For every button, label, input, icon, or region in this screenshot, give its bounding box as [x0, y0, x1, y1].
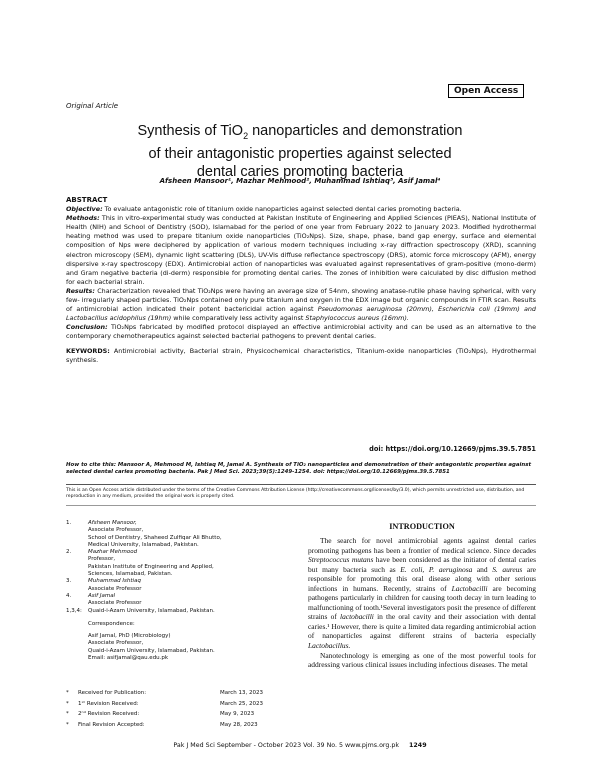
correspondence: Correspondence: Asif Jamal, PhD (Microbiology) Associate Professor, Quaid-i-Azam University, Islamabad, Pakistan. Email: asifjamal@qau.edu.pk	[88, 620, 215, 662]
author-list: Afsheen Mansoor¹, Mazhar Mehmood², Muhammad Ishtiaq³, Asif Jamal⁴	[159, 177, 441, 185]
affiliation-item: 1. Afsheen Mansoor, Associate Professor, School of Dentistry, Shaheed Zulfiqar Ali Bhutto, Medical University, Islamabad, Pakistan.	[66, 520, 222, 548]
citation: How to cite this: Mansoor A, Mehmood M, Ishtiaq M, Jamal A. Synthesis of TiO₂ nanoparticles and demonstration of their antagonistic properties against selected dental caries promoting bacteria. Pak J Med Sci. 2023;39(5):1249-1254. doi: https://doi.org/10.12669/pjms.39.5.7851	[66, 462, 532, 475]
affiliation-item: 3. Muhammad Ishtiaq Associate Professor	[66, 578, 142, 592]
date-row: * Received for Publication: March 13, 2023	[66, 690, 264, 696]
date-row: * 1ˢᵗ Revision Received: March 25, 2023	[66, 700, 264, 707]
article-title: Synthesis of TiO$_2$ nanoparticles and demonstration of their antagonistic properties against selected dental caries promoting bacteria	[137, 123, 463, 180]
page-footer: Pak J Med Sci September - October 2023 Vol. 39 No. 5 www.pjms.org.pk 1249	[173, 742, 427, 749]
abstract	[66, 196, 536, 365]
date-row: * 2ⁿᵈ Revision Received: May 9, 2023	[66, 711, 255, 717]
publication-dates	[66, 688, 290, 730]
introduction-heading: INTRODUCTION	[389, 522, 455, 531]
affiliations	[66, 520, 290, 662]
paragraph: Nanotechnology is emerging as one of the most powerful tools for addressing various clinical issues including infectious diseases. The metal	[308, 650, 536, 670]
abstract-objective: Objective: To evaluate antagonistic role of titanium oxide nanoparticles against selected dental caries promoting bacteria.	[66, 205, 462, 214]
abstract-results: Results: Characterization revealed that TiO₂Nps were having an average size of 54nm, showing anatase-rutile phase having spherical, with very few- irregularly shaped particles. TiO₂Nps contained only pure titanium and oxygen in the EDX image but organic compounds in FTIR scan. Results of antimicrobial action indicated their potent bactericidal action against Pseudomonas aeruginosa (20mm), Escherichia coli (19mm) and Lactobacillus acidophilus (19hm) while comparatively less activity against Staphylococcus aureus (16mm).	[66, 286, 536, 323]
page-number: 1249	[409, 742, 427, 749]
paragraph: The search for novel antimicrobial agents against dental caries promoting pathogens has been a frontier of medical science. Since decades Streptococcus mutans have been considered as the initiator of dental caries but many bacteria such as E. coli, P. aeruginosa and S. aureus are responsible for promoting this oral disease along with other serious infections in humans. Recently, strains of Lactobacilli are becoming pathogens particularly in children for causing tooth decay in turn leading to malfunctioning of tooth.¹Several investigators posit the presence of different strains of lactobacilli in the oral cavity and their association with dental caries.¹ However, there is quite a limited data regarding antimicrobial action of nanoparticles against different strains of bacteria especially Lactobacillus.	[308, 536, 536, 651]
introduction-body	[308, 536, 536, 670]
abstract-conclusion: Conclusion: TiO₂Nps fabricated by modified protocol displayed an effective antimicrobial activity and can be used as an alternative to the contemporary chemotherapeutics against selected bacterial pathogens to prevent dental caries.	[66, 323, 536, 341]
license-text: This is an Open Access article distributed under the terms of the Creative Commons Attribution License (http://creativecommons.org/licenses/by/3.0), which permits unrestricted use, distribution, and reproduction in any medium, provided the original work is properly cited.	[66, 488, 525, 500]
abstract-methods: Methods: This in vitro-experimental study was conducted at Pakistan Institute of Engineering and Applied Sciences (PIEAS), National Institute of Health (NIH) and School of Dentistry (SOD), Islamabad for the period of one year from February 2022 to January 2023. Modified hydrothermal heating method was used to prepare titanium oxide nanoparticles (TiO₂Nps). Size, shape, phase, band gap energy, surface and elemental composition of Nps were deciphered by application of various modern techniques including x-ray diffraction spectroscopy (XRD), scanning electron microscopy (SEM), dynamic light scattering (DLS), UV-Vis diffuse reflectance spectroscopy (DRS), atomic force microscopy (AFM), energy dispersive x-ray spectroscopy (EDX). Antimicrobial action of nanoparticles was evaluated against representatives of gram-positive (mono-derm) and Gram negative bacteria (di-derm) responsible for promoting dental caries. The zones of inhibition were calculated by disc diffusion method for each bacterial strain.	[66, 214, 536, 286]
affiliation-item: 2. Mazhar Mehmood Professor, Pakistan Institute of Engineering and Applied, Sciences, Islamabad, Pakistan.	[66, 549, 214, 578]
date-row: * Final Revision Accepted: May 28, 2023	[66, 721, 258, 728]
article-type: Original Article	[66, 102, 119, 110]
keywords: KEYWORDS: Antimicrobial activity, Bacterial strain, Physicochemical characteristics, Titanium-oxide nanoparticles (TiO₂Nps), Hydrothermal synthesis.	[66, 346, 536, 364]
open-access-badge: Open Access	[448, 84, 524, 98]
abstract-heading: ABSTRACT	[66, 196, 108, 204]
divider	[66, 505, 536, 506]
divider	[66, 484, 536, 485]
doi-link[interactable]: doi: https://doi.org/10.12669/pjms.39.5.7851	[369, 445, 536, 453]
affiliation-item: 4. Asif Jamal Associate Professor	[66, 592, 142, 607]
affiliation-item: 1,3,4: Quaid-i-Azam University, Islamabad, Pakistan.	[66, 607, 215, 614]
